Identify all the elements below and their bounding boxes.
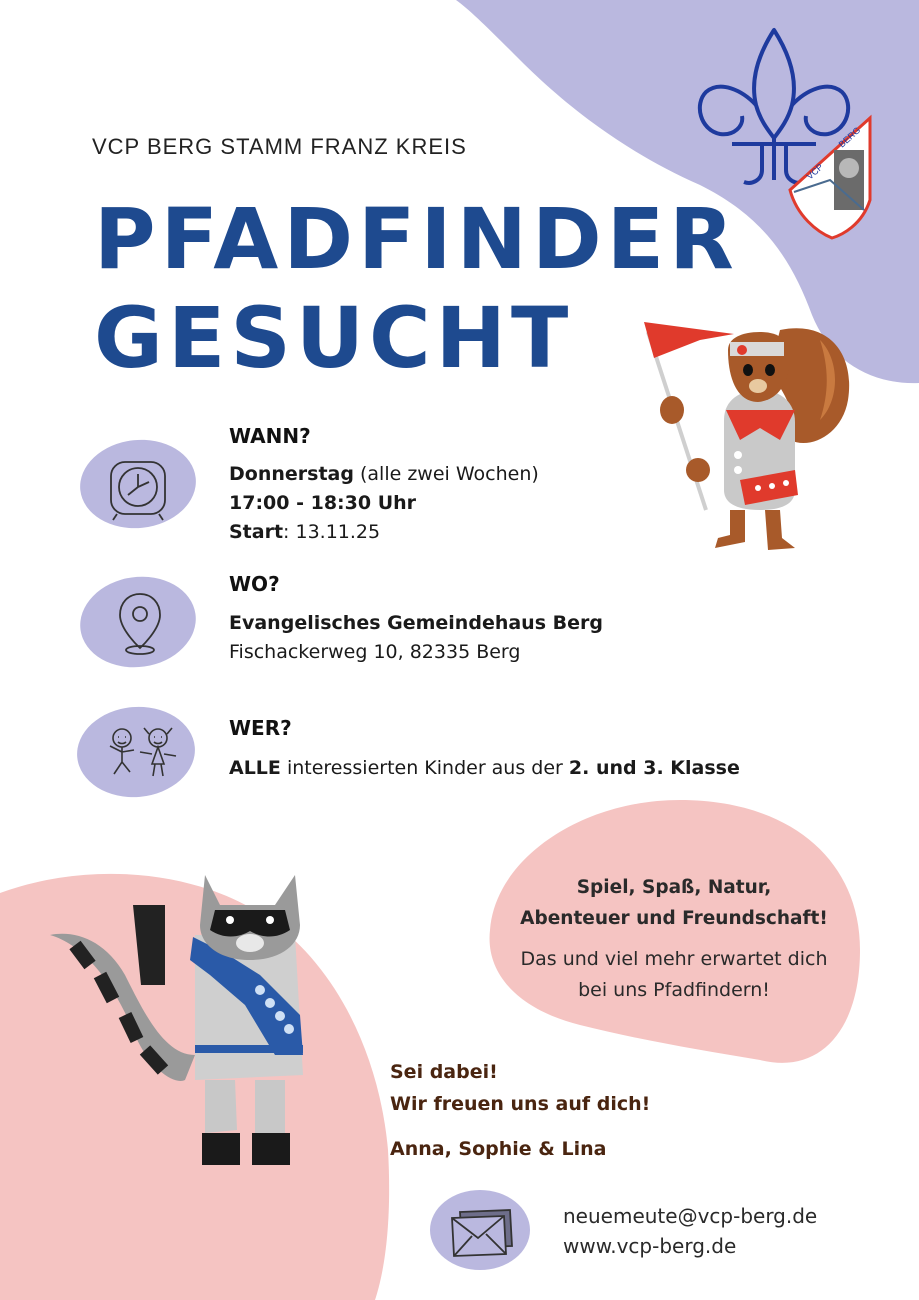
location-pin-icon: [110, 588, 170, 660]
clock-icon: [103, 452, 173, 522]
raccoon-scout-illustration: [45, 865, 330, 1175]
wann-day-note: (alle zwei Wochen): [353, 463, 539, 485]
svg-text:BERG: BERG: [836, 124, 863, 150]
speech-line-2: Abenteuer und Freundschaft!: [520, 908, 828, 929]
wer-line: [229, 757, 740, 779]
closing-line-1: Sei dabei!: [390, 1061, 498, 1083]
wann-time: 17:00 - 18:30 Uhr: [229, 492, 417, 514]
speech-line-3: Das und viel mehr erwartet dich: [520, 948, 828, 970]
children-icon: [100, 722, 184, 782]
contact-email[interactable]: neuemeute@vcp-berg.de: [563, 1204, 818, 1228]
wo-place-line: [229, 612, 603, 634]
svg-text:VCP: VCP: [804, 161, 826, 182]
wer-prefix: ALLE: [229, 757, 281, 779]
headline-line-1: PFADFINDER: [94, 190, 739, 288]
wann-day: Donnerstag: [229, 463, 354, 485]
speech-bubble: [488, 872, 860, 1006]
wann-start-label: Start: [229, 521, 284, 543]
wo-address: Fischackerweg 10, 82335 Berg: [229, 641, 521, 663]
speech-line-4: bei uns Pfadfindern!: [578, 979, 770, 1001]
organization-name: VCP BERG STAMM FRANZ KREIS: [92, 134, 467, 159]
speech-line-1: Spiel, Spaß, Natur,: [576, 877, 772, 898]
squirrel-scout-illustration: [630, 310, 860, 560]
wann-day-line: [229, 463, 539, 485]
contact-website[interactable]: www.vcp-berg.de: [563, 1234, 737, 1258]
wer-classes: 2. und 3. Klasse: [568, 757, 740, 779]
wer-title: WER?: [229, 716, 292, 740]
wann-time-line: [229, 492, 416, 514]
envelope-icon: [448, 1206, 520, 1258]
wo-title: WO?: [229, 572, 280, 596]
wo-place: Evangelisches Gemeindehaus Berg: [229, 612, 603, 634]
wann-start-value: : 13.11.25: [283, 521, 381, 543]
headline-line-2: GESUCHT: [94, 289, 574, 387]
closing-signature: Anna, Sophie & Lina: [390, 1138, 607, 1160]
closing-line-2: Wir freuen uns auf dich!: [390, 1093, 651, 1115]
wer-middle: interessierten Kinder aus der: [280, 757, 569, 779]
wann-start-line: [229, 521, 380, 543]
wann-title: WANN?: [229, 424, 311, 448]
